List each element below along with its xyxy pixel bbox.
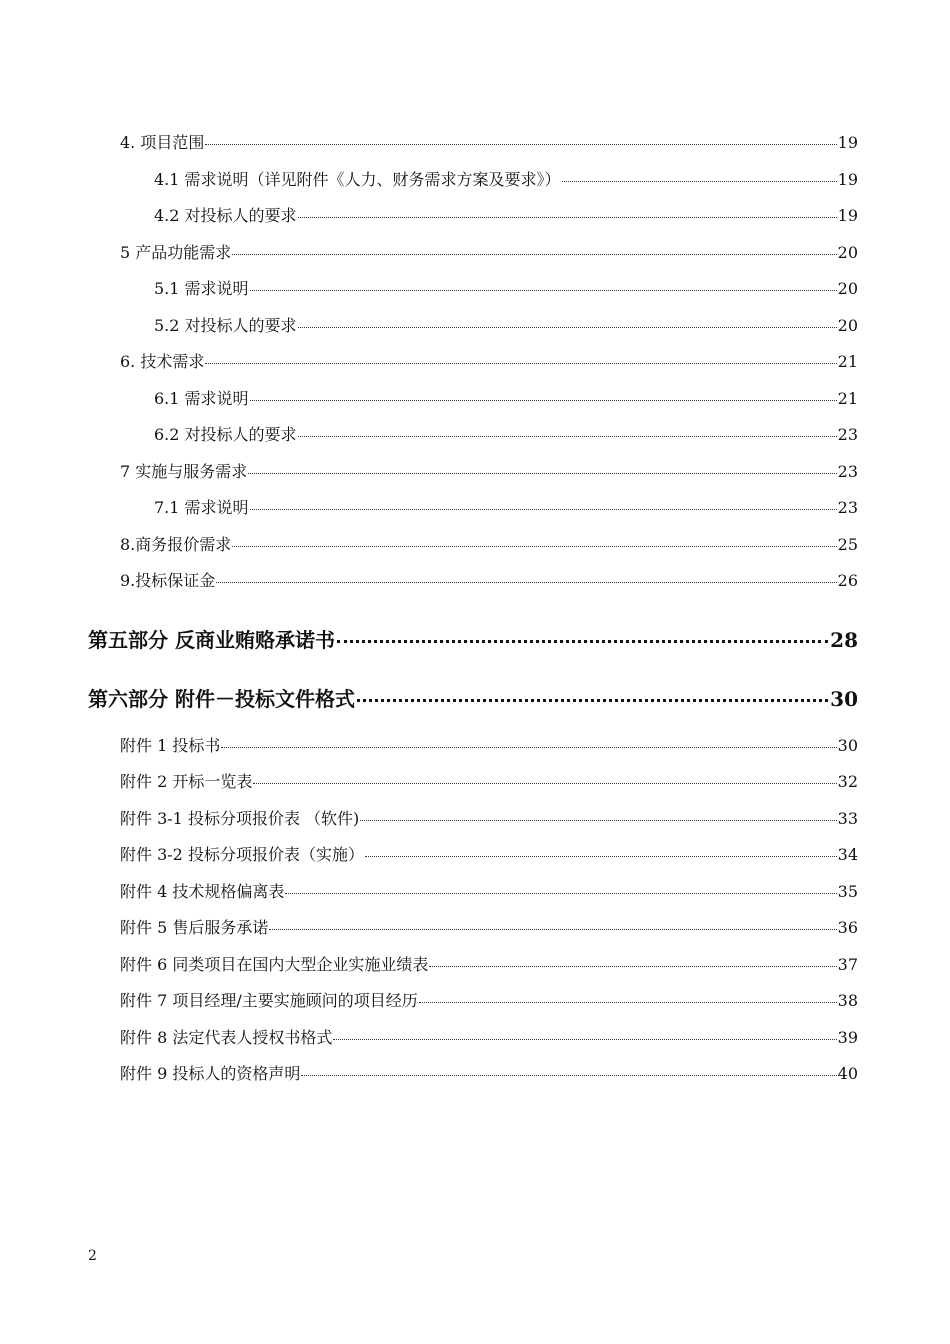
toc-entry[interactable] bbox=[120, 132, 858, 154]
toc-entry[interactable] bbox=[120, 242, 858, 264]
toc-leader-dots bbox=[250, 509, 837, 510]
toc-leader-dots bbox=[250, 400, 837, 401]
toc-leader-dots bbox=[357, 699, 828, 702]
toc-entry-page: 20 bbox=[837, 243, 858, 262]
toc-entry-title: 附件 3-2 投标分项报价表（实施） bbox=[120, 845, 364, 864]
toc-leader-dots bbox=[248, 473, 836, 474]
toc-entry-page: 25 bbox=[837, 535, 858, 554]
toc-entry[interactable] bbox=[154, 169, 858, 191]
toc-entry[interactable] bbox=[120, 881, 858, 903]
toc-leader-dots bbox=[298, 217, 837, 218]
toc-entry[interactable] bbox=[154, 315, 858, 337]
toc-leader-dots bbox=[365, 856, 837, 857]
toc-entry-page: 39 bbox=[837, 1028, 858, 1047]
toc-entry-title: 附件 6 同类项目在国内大型企业实施业绩表 bbox=[120, 955, 429, 974]
toc-entry-title: 6. 技术需求 bbox=[120, 352, 205, 371]
toc-leader-dots bbox=[221, 747, 836, 748]
toc-entry-page: 30 bbox=[837, 736, 858, 755]
toc-leader-dots bbox=[216, 582, 836, 583]
toc-entry[interactable] bbox=[120, 990, 858, 1012]
toc-entry-title: 7.1 需求说明 bbox=[154, 498, 249, 517]
toc-entry-title: 第五部分 反商业贿赂承诺书 bbox=[88, 628, 335, 652]
toc-entry-title: 附件 7 项目经理/主要实施顾问的项目经历 bbox=[120, 991, 418, 1010]
toc-leader-dots bbox=[298, 327, 837, 328]
toc-entry[interactable] bbox=[120, 461, 858, 483]
page-number: 2 bbox=[88, 1248, 97, 1264]
toc-entry-page: 30 bbox=[830, 687, 858, 711]
toc-entry-title: 7 实施与服务需求 bbox=[120, 462, 248, 481]
toc-entry[interactable] bbox=[154, 497, 858, 519]
toc-leader-dots bbox=[429, 966, 836, 967]
toc-entry-page: 32 bbox=[837, 772, 858, 791]
toc-entry-page: 21 bbox=[837, 352, 858, 371]
toc-entry-title: 附件 8 法定代表人授权书格式 bbox=[120, 1028, 333, 1047]
toc-entry[interactable] bbox=[120, 808, 858, 830]
toc-entry[interactable] bbox=[154, 388, 858, 410]
toc-entry-title: 第六部分 附件－投标文件格式 bbox=[88, 687, 355, 711]
toc-entry-page: 33 bbox=[837, 809, 858, 828]
toc-entry[interactable] bbox=[120, 1063, 858, 1085]
toc-entry-page: 20 bbox=[837, 316, 858, 335]
toc-entry-title: 附件 9 投标人的资格声明 bbox=[120, 1064, 301, 1083]
toc-entry-title: 附件 3-1 投标分项报价表 （软件) bbox=[120, 809, 360, 828]
toc-leader-dots bbox=[562, 181, 837, 182]
toc-entry-page: 23 bbox=[837, 425, 858, 444]
toc-section-heading[interactable] bbox=[88, 686, 858, 712]
toc-entry-page: 37 bbox=[837, 955, 858, 974]
toc-entry[interactable] bbox=[120, 844, 858, 866]
toc-entry-title: 4.2 对投标人的要求 bbox=[154, 206, 297, 225]
toc-entry-page: 20 bbox=[837, 279, 858, 298]
toc-leader-dots bbox=[253, 783, 836, 784]
toc-entry-title: 附件 5 售后服务承诺 bbox=[120, 918, 269, 937]
toc-leader-dots bbox=[205, 144, 836, 145]
toc-entry-page: 23 bbox=[837, 462, 858, 481]
toc-entry-page: 19 bbox=[837, 133, 858, 152]
toc-entry-page: 34 bbox=[837, 845, 858, 864]
toc-leader-dots bbox=[250, 290, 837, 291]
toc-entry-title: 附件 2 开标一览表 bbox=[120, 772, 253, 791]
toc-leader-dots bbox=[269, 929, 836, 930]
toc-entry[interactable] bbox=[154, 424, 858, 446]
toc-leader-dots bbox=[298, 436, 837, 437]
toc-entry-title: 4. 项目范围 bbox=[120, 133, 205, 152]
toc-entry-title: 9.投标保证金 bbox=[120, 571, 216, 590]
toc-leader-dots bbox=[419, 1002, 837, 1003]
toc-entry-title: 附件 1 投标书 bbox=[120, 736, 221, 755]
toc-entry[interactable] bbox=[120, 954, 858, 976]
toc-entry[interactable] bbox=[120, 735, 858, 757]
toc-entry-page: 36 bbox=[837, 918, 858, 937]
toc-leader-dots bbox=[301, 1075, 836, 1076]
toc-leader-dots bbox=[285, 893, 836, 894]
toc-entry-page: 35 bbox=[837, 882, 858, 901]
toc-entry-title: 6.2 对投标人的要求 bbox=[154, 425, 297, 444]
toc-leader-dots bbox=[333, 1039, 836, 1040]
toc-leader-dots bbox=[337, 640, 828, 643]
toc-entry[interactable] bbox=[154, 205, 858, 227]
toc-entry-page: 26 bbox=[837, 571, 858, 590]
toc-entry[interactable] bbox=[154, 278, 858, 300]
toc-leader-dots bbox=[232, 546, 836, 547]
toc-section-heading[interactable] bbox=[88, 627, 858, 653]
toc-entry[interactable] bbox=[120, 534, 858, 556]
toc-entry-page: 38 bbox=[837, 991, 858, 1010]
toc-entry-title: 5 产品功能需求 bbox=[120, 243, 232, 262]
toc-leader-dots bbox=[205, 363, 836, 364]
toc-entry[interactable] bbox=[120, 351, 858, 373]
toc-entry-title: 5.2 对投标人的要求 bbox=[154, 316, 297, 335]
toc-entry-page: 19 bbox=[837, 170, 858, 189]
toc-leader-dots bbox=[232, 254, 836, 255]
toc-entry[interactable] bbox=[120, 570, 858, 592]
toc-entry-page: 21 bbox=[837, 389, 858, 408]
toc-entry-title: 8.商务报价需求 bbox=[120, 535, 232, 554]
toc-entry[interactable] bbox=[120, 1027, 858, 1049]
toc-entry-page: 23 bbox=[837, 498, 858, 517]
toc-entry-title: 6.1 需求说明 bbox=[154, 389, 249, 408]
toc-entry[interactable] bbox=[120, 917, 858, 939]
toc-entry-title: 5.1 需求说明 bbox=[154, 279, 249, 298]
toc-leader-dots bbox=[360, 820, 836, 821]
toc-entry[interactable] bbox=[120, 771, 858, 793]
toc-entry-title: 附件 4 技术规格偏离表 bbox=[120, 882, 285, 901]
toc-entry-title: 4.1 需求说明（详见附件《人力、财务需求方案及要求》） bbox=[154, 170, 561, 189]
toc-entry-page: 19 bbox=[837, 206, 858, 225]
toc-entry-page: 40 bbox=[837, 1064, 858, 1083]
toc-entry-page: 28 bbox=[830, 628, 858, 652]
